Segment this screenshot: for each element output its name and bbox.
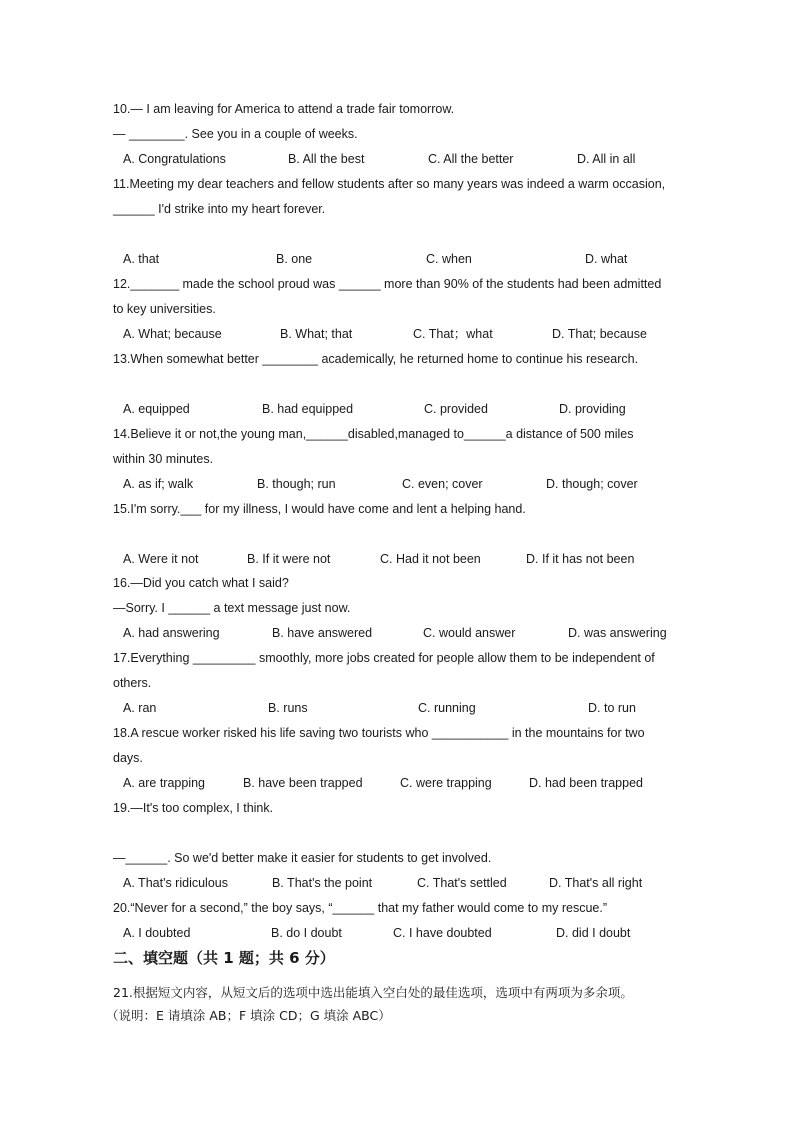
q17-option-a[interactable]: A. ran [123, 701, 157, 715]
q11-option-c[interactable]: C. when [426, 252, 472, 266]
q14-option-d[interactable]: D. though; cover [546, 477, 638, 491]
q19-option-c[interactable]: C. That's settled [417, 876, 507, 890]
q21-instruction: 21.根据短文内容，从短文后的选项中选出能填入空白处的最佳选项，选项中有两项为多余项。 [113, 985, 633, 1000]
q18-option-d[interactable]: D. had been trapped [529, 776, 643, 790]
q13-option-c[interactable]: C. provided [424, 402, 488, 416]
q16-stem-line2: —Sorry. I ______ a text message just now. [113, 601, 351, 615]
q15-option-c[interactable]: C. Had it not been [380, 552, 481, 566]
q20-option-c[interactable]: C. I have doubted [393, 926, 492, 940]
q17-options [123, 700, 683, 716]
q10-options [123, 151, 683, 167]
q19-stem-line2: —______. So we'd better make it easier for students to get involved. [113, 851, 492, 865]
q11-option-b[interactable]: B. one [276, 252, 313, 266]
q10-option-b[interactable]: B. All the best [288, 152, 365, 166]
q12-option-a[interactable]: A. What; because [123, 327, 222, 341]
q14-option-a[interactable]: A. as if; walk [123, 477, 194, 491]
q20-stem-line1: 20.“Never for a second,” the boy says, “______ that my father would come to my rescue.” [113, 901, 607, 915]
q15-option-a[interactable]: A. Were it not [123, 552, 199, 566]
q19-stem-line1: 19.—It's too complex, I think. [113, 801, 274, 815]
q16-option-a[interactable]: A. had answering [123, 626, 220, 640]
q11-option-d[interactable]: D. what [585, 252, 628, 266]
q19-options [123, 875, 683, 891]
q16-option-d[interactable]: D. was answering [568, 626, 667, 640]
q10-option-a[interactable]: A. Congratulations [123, 152, 226, 166]
q13-option-d[interactable]: D. providing [559, 402, 626, 416]
q10-stem-line2: — ________. See you in a couple of weeks. [113, 127, 358, 141]
q12-option-d[interactable]: D. That; because [552, 327, 647, 341]
q18-option-c[interactable]: C. were trapping [400, 776, 492, 790]
q21-note: （说明：E 请填涂 AB；F 填涂 CD；G 填涂 ABC） [106, 1008, 391, 1023]
q14-stem-line2: within 30 minutes. [113, 452, 214, 466]
q15-options [123, 551, 683, 567]
q20-option-a[interactable]: A. I doubted [123, 926, 191, 940]
q15-option-b[interactable]: B. If it were not [247, 552, 331, 566]
q20-option-b[interactable]: B. do I doubt [271, 926, 342, 940]
q11-option-a[interactable]: A. that [123, 252, 160, 266]
q10-option-c[interactable]: C. All the better [428, 152, 514, 166]
q15-option-d[interactable]: D. If it has not been [526, 552, 635, 566]
q13-option-b[interactable]: B. had equipped [262, 402, 354, 416]
q14-stem-line1: 14.Believe it or not,the young man,______disabled,managed to______a distance of 500 miles [113, 427, 634, 441]
q17-stem-line2: others. [113, 676, 152, 690]
q10-stem-line1: 10.— I am leaving for America to attend a trade fair tomorrow. [113, 102, 455, 116]
q17-stem-line1: 17.Everything _________ smoothly, more jobs created for people allow them to be independent of [113, 651, 655, 665]
q20-options [123, 925, 683, 941]
q17-option-d[interactable]: D. to run [588, 701, 636, 715]
q17-option-c[interactable]: C. running [418, 701, 476, 715]
q12-option-b[interactable]: B. What; that [280, 327, 353, 341]
q12-option-c[interactable]: C. That；what [413, 327, 493, 341]
q18-option-b[interactable]: B. have been trapped [243, 776, 363, 790]
q13-stem-line1: 13.When somewhat better ________ academically, he returned home to continue his research. [113, 352, 639, 366]
q16-options [123, 625, 683, 641]
q13-options [123, 401, 683, 417]
q20-option-d[interactable]: D. did I doubt [556, 926, 631, 940]
q12-options [123, 326, 683, 342]
q12-stem-line1: 12._______ made the school proud was ______ more than 90% of the students had been admitted [113, 277, 662, 291]
q14-options [123, 476, 683, 492]
q14-option-b[interactable]: B. though; run [257, 477, 336, 491]
q19-option-d[interactable]: D. That's all right [549, 876, 643, 890]
q19-option-b[interactable]: B. That's the point [272, 876, 373, 890]
q16-stem-line1: 16.—Did you catch what I said? [113, 576, 289, 590]
q15-stem-line1: 15.I'm sorry.___ for my illness, I would have come and lent a helping hand. [113, 502, 526, 516]
q10-option-d[interactable]: D. All in all [577, 152, 636, 166]
q13-option-a[interactable]: A. equipped [123, 402, 190, 416]
q16-option-c[interactable]: C. would answer [423, 626, 516, 640]
q18-option-a[interactable]: A. are trapping [123, 776, 205, 790]
q12-stem-line2: to key universities. [113, 302, 216, 316]
q19-option-a[interactable]: A. That's ridiculous [123, 876, 228, 890]
q18-stem-line2: days. [113, 751, 143, 765]
section-heading: 二、填空题（共 1 题；共 6 分） [113, 949, 335, 967]
q17-option-b[interactable]: B. runs [268, 701, 308, 715]
q16-option-b[interactable]: B. have answered [272, 626, 373, 640]
q18-options [123, 775, 683, 791]
q11-options [123, 251, 683, 267]
q11-stem-line2: ______ I'd strike into my heart forever. [113, 202, 326, 216]
q14-option-c[interactable]: C. even; cover [402, 477, 483, 491]
q18-stem-line1: 18.A rescue worker risked his life saving two tourists who ___________ in the mountains for two [113, 726, 645, 740]
q11-stem-line1: 11.Meeting my dear teachers and fellow students after so many years was indeed a warm occasion, [113, 177, 666, 191]
